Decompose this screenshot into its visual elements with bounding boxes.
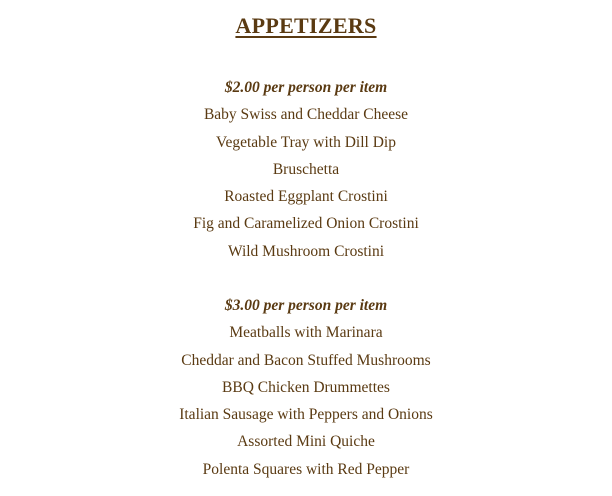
menu-item: Assorted Mini Quiche	[237, 433, 375, 451]
menu-item: Polenta Squares with Red Pepper	[202, 460, 410, 478]
menu-item: Baby Swiss and Cheddar Cheese	[203, 106, 409, 124]
price-section-2-dollars	[0, 74, 612, 265]
menu-item: Cheddar and Bacon Stuffed Mushrooms	[181, 351, 431, 369]
section-price-heading: $3.00 per person per item	[224, 297, 388, 314]
menu-item: BBQ Chicken Drummettes	[222, 378, 390, 396]
menu-item: Wild Mushroom Crostini	[227, 242, 385, 260]
menu-item: Meatballs with Marinara	[229, 324, 383, 342]
price-section-3-dollars	[0, 292, 612, 483]
menu-item: Roasted Eggplant Crostini	[224, 188, 388, 206]
menu-item: Italian Sausage with Peppers and Onions	[179, 406, 433, 424]
menu-item: Vegetable Tray with Dill Dip	[216, 133, 396, 151]
menu-item: Fig and Caramelized Onion Crostini	[193, 215, 419, 233]
section-price-heading: $2.00 per person per item	[224, 79, 388, 96]
page-title: APPETIZERS	[235, 13, 377, 38]
menu-item: Bruschetta	[272, 160, 340, 178]
